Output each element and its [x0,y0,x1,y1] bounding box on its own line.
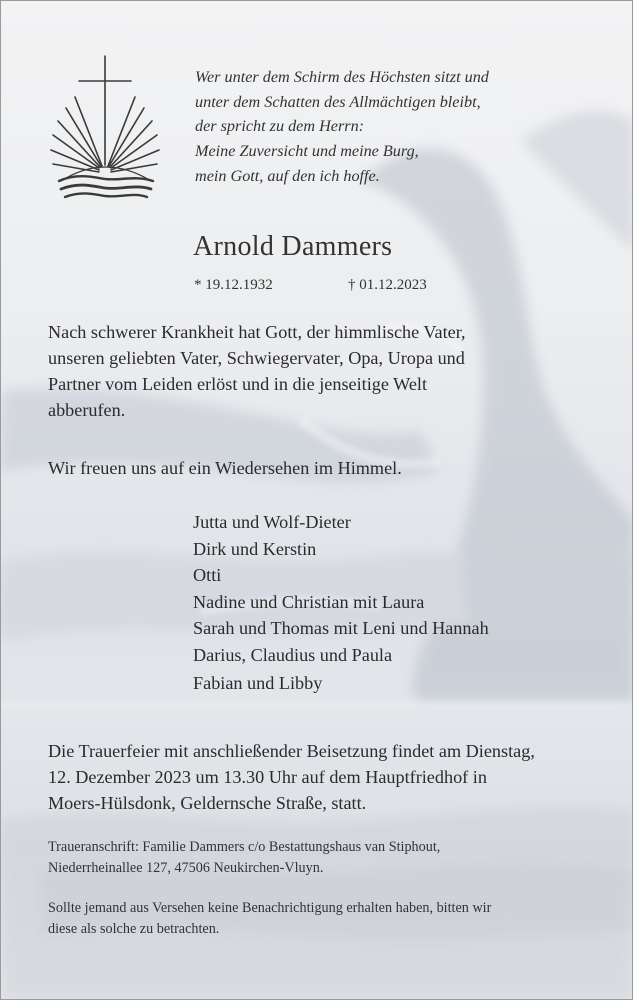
address-line: Traueranschrift: Familie Dammers c/o Bestattungshaus van Stiphout, [48,839,441,855]
announcement-line: Nach schwerer Krankheit hat Gott, der himmlische Vater, [48,322,466,342]
announcement-text [48,319,608,423]
verse-line: unter dem Schatten des Allmächtigen bleibt, [195,92,481,111]
address-line: Niederrheinallee 127, 47506 Neukirchen-Vluyn. [48,859,324,876]
family-member: Jutta und Wolf-Dieter [193,512,351,532]
announcement-line: abberufen. [48,400,126,420]
funeral-line: Die Trauerfeier mit anschließender Beisetzung findet am Dienstag, [48,741,535,761]
note-line: diese als solche zu betrachten. [48,920,220,937]
announcement-line: unseren geliebten Vater, Schwiegervater, Opa, Uropa und [48,348,465,368]
deceased-name: Arnold Dammers [193,231,393,262]
family-member: Otti [193,565,222,585]
verse-line: Wer unter dem Schirm des Höchsten sitzt und [195,68,489,86]
cross-sunrise-waves-icon [47,53,169,205]
verse-line: der spricht zu dem Herrn: [195,117,365,136]
mourning-address [48,837,608,878]
announcement-line: Partner vom Leiden erlöst und in die jenseitige Welt [48,374,428,394]
notification-note [48,898,608,939]
hope-line: Wir freuen uns auf ein Wiedersehen im Himmel. [48,458,402,478]
funeral-line: Moers-Hülsdonk, Geldernsche Straße, statt. [48,793,367,813]
note-line: Sollte jemand aus Versehen keine Benachrichtigung erhalten haben, bitten wir [48,900,492,916]
family-list [193,509,489,697]
bible-verse [195,65,595,189]
family-member: Sarah und Thomas mit Leni und Hannah [193,618,489,638]
verse-line: Meine Zuversicht und meine Burg, [195,142,419,161]
hope-text [48,455,608,481]
family-member: Fabian und Libby [193,673,323,693]
death-date: † 01.12.2023 [348,277,427,293]
birth-date: * 19.12.1932 [194,277,273,293]
verse-line: mein Gott, auf den ich hoffe. [195,166,380,185]
funeral-line: 12. Dezember 2023 um 13.30 Uhr auf dem Hauptfriedhof in [48,767,487,787]
family-member: Dirk und Kerstin [193,538,317,559]
family-member: Darius, Claudius und Paula [193,644,393,665]
family-member: Nadine und Christian mit Laura [193,591,425,612]
funeral-details [48,738,608,816]
